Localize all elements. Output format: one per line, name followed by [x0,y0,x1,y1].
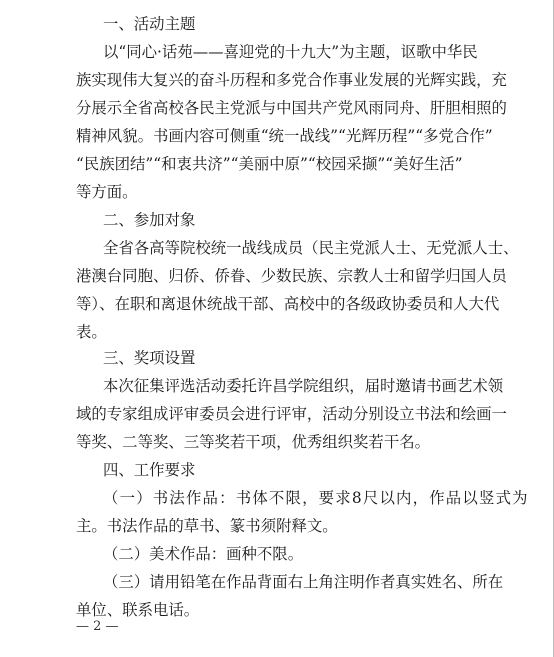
section-heading-requirements: 四、工作要求 [103,461,196,479]
paragraph-line: （一）书法作品：书体不限，要求8尺以内，作品以竖式为 [103,489,529,507]
section-heading-theme: 一、活动主题 [103,15,196,33]
paragraph-line: （三）请用铅笔在作品背面右上角注明作者真实姓名、所在 [103,573,504,591]
paragraph-line: 主。书法作品的草书、篆书须附释文。 [76,517,338,535]
paragraph-line: 单位、联系电话。 [76,601,200,619]
paragraph-line: 族实现伟大复兴的奋斗历程和多党合作事业发展的光辉实践，充 [76,71,507,89]
paragraph-line: 精神风貌。书画内容可侧重“统一战线”“光辉历程”“多党合作” [76,127,493,145]
paragraph-line: 分展示全省高校各民主党派与中国共产党风雨同舟、肝胆相照的 [76,99,507,117]
paragraph-line: 以“同心·话苑——喜迎党的十九大”为主题，讴歌中华民 [103,43,478,61]
paragraph-line: 全省各高等院校统一战线成员（民主党派人士、无党派人士、 [103,239,519,257]
section-heading-participants: 二、参加对象 [103,211,196,229]
paragraph-line: 表。 [76,323,107,341]
paragraph-line: （二）美术作品：画种不限。 [103,545,304,563]
page-number: — 2 — [76,619,119,634]
section-heading-awards: 三、奖项设置 [103,349,196,367]
paragraph-line: 港澳台同胞、归侨、侨眷、少数民族、宗教人士和留学归国人员 [76,267,507,285]
paragraph-line: 等奖、二等奖、三等奖若干项，优秀组织奖若干名。 [76,433,430,451]
paragraph-line: 本次征集评选活动委托许昌学院组织，届时邀请书画艺术领 [103,377,504,395]
paragraph-line: “民族团结”“和衷共济”“美丽中原”“校园采撷”“美好生活” [76,155,463,173]
paragraph-line: 域的专家组成评审委员会进行评审，活动分别设立书法和绘画一 [76,405,507,423]
paragraph-line: 等）、在职和离退休统战干部、高校中的各级政协委员和人大代 [76,295,500,313]
paragraph-line: 等方面。 [76,183,138,201]
